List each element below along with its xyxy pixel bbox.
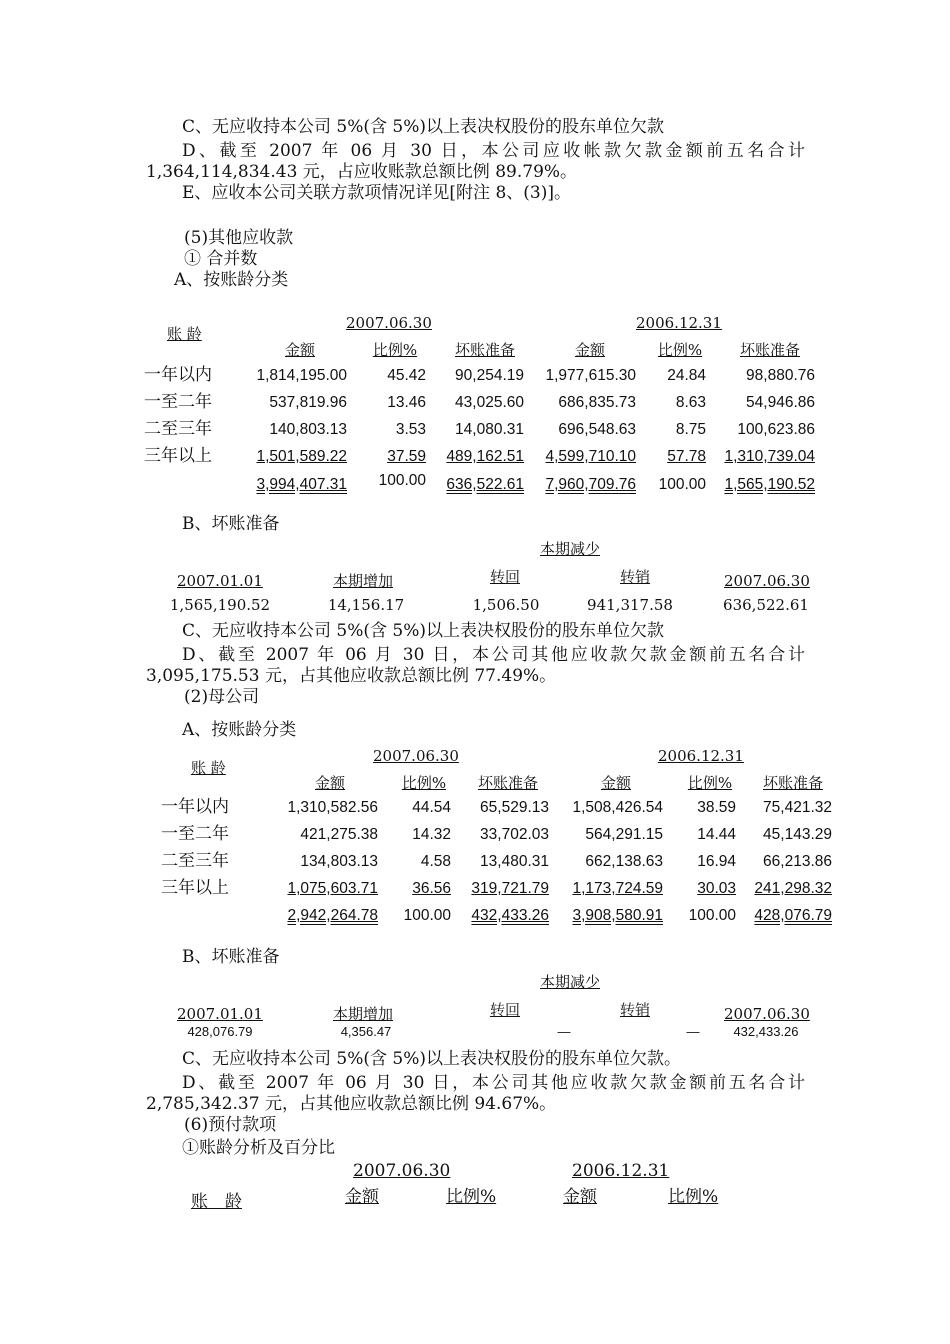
note-d-line2: 3,095,175.53 元，占其他应收款总额比例 77.49%。 [146,666,557,686]
row-label: 一年以内 [144,365,212,385]
table-cell: 537,819.96 [269,394,347,411]
aging-header: 账 龄 [191,759,226,777]
table-cell: 319,721.79 [471,880,549,897]
table-cell: 1,977,615.30 [545,367,636,384]
row-label: 一至二年 [144,392,212,412]
col-amount: 金额 [600,774,631,792]
total-cell: 100.00 [688,907,736,924]
col-bad-debt: 坏账准备 [477,774,538,792]
subsection-b-title: B、坏账准备 [182,514,280,534]
col-amount: 金额 [284,341,315,359]
table-cell: 1,508,426.54 [572,799,663,816]
col-reversal: 转回 [490,1001,521,1019]
table-cell: 100,623.86 [737,421,815,438]
table-cell: 13.46 [387,394,426,411]
table-cell: 1,506.50 [472,596,540,614]
subsection-a-title: A、按账龄分类 [174,270,289,290]
table-cell: 686,835.73 [558,394,636,411]
table-cell: 1,310,582.56 [287,799,378,816]
total-cell: 432,433.26 [471,907,549,924]
table-cell: 57.78 [667,448,706,465]
row-label: 三年以上 [144,446,212,466]
table-cell: 1,173,724.59 [572,880,663,897]
col-ratio: 比例% [657,341,703,359]
note-c: C、无应收持本公司 5%(含 5%)以上表决权股份的股东单位欠款 [182,621,665,641]
period-header-2006: 2006.12.31 [572,1161,670,1181]
table-cell: 98,880.76 [746,367,815,384]
table-cell: 16.94 [697,853,736,870]
table-cell: 696,548.63 [558,421,636,438]
table-cell: 38.59 [697,799,736,816]
table-cell: 4.58 [420,853,451,870]
table-cell: 134,803.13 [300,853,378,870]
table-cell: — [686,1024,700,1039]
col-amount: 金额 [563,1187,597,1207]
table-cell: 45,143.29 [763,826,832,843]
table-cell: 4,356.47 [340,1024,392,1039]
row-label: 三年以上 [161,878,229,898]
table-cell: 564,291.15 [585,826,663,843]
note-c: C、无应收持本公司 5%(含 5%)以上表决权股份的股东单位欠款 [182,117,665,137]
col-amount: 金额 [314,774,345,792]
section-title: (5)其他应收款 [184,228,294,248]
col-amount: 金额 [574,341,605,359]
period-header-2007: 2007.06.30 [353,1161,451,1181]
table-cell: 30.03 [697,880,736,897]
table-cell: 662,138.63 [585,853,663,870]
col-ratio: 比例% [401,774,447,792]
total-cell: 100.00 [403,907,451,924]
note-c: C、无应收持本公司 5%(含 5%)以上表决权股份的股东单位欠款。 [182,1049,682,1069]
col-ratio: 比例% [687,774,733,792]
table-cell: 14.44 [697,826,736,843]
total-cell: 636,522.61 [446,476,524,493]
table-cell: 66,213.86 [763,853,832,870]
col-opening: 2007.01.01 [177,1005,263,1023]
table-cell: 8.75 [675,421,706,438]
row-label: 一年以内 [161,797,229,817]
note-d-line2: 1,364,114,834.43 元，占应收账款总额比例 89.79%。 [146,162,578,182]
table-cell: 37.59 [387,448,426,465]
table-cell: — [557,1024,571,1039]
table-cell: 8.63 [675,394,706,411]
col-ratio: 比例% [446,1187,497,1207]
aging-header: 账 龄 [191,1192,242,1212]
total-cell: 2,942,264.78 [287,907,378,924]
row-label: 一至二年 [161,824,229,844]
col-ratio: 比例% [668,1187,719,1207]
col-writeoff: 转销 [620,568,651,586]
section-subtitle: ①账龄分析及百分比 [182,1138,335,1158]
total-cell: 428,076.79 [754,907,832,924]
col-increase: 本期增加 [333,572,394,590]
decrease-header: 本期减少 [540,973,601,991]
table-cell: 1,501,589.22 [256,448,347,465]
col-increase: 本期增加 [333,1005,394,1023]
table-cell: 636,522.61 [723,596,809,614]
aging-header: 账 龄 [167,325,202,343]
total-cell: 7,960,709.76 [545,476,636,493]
table-cell: 1,814,195.00 [256,367,347,384]
row-label: 二至三年 [161,851,229,871]
table-cell: 140,803.13 [269,421,347,438]
note-d-line1: D、截至 2007 年 06 月 30 日，本公司应收帐款欠款金额前五名合计 [182,141,805,161]
decrease-header: 本期减少 [540,540,601,558]
table-cell: 65,529.13 [480,799,549,816]
section-title: (6)预付款项 [184,1115,277,1135]
table-cell: 75,421.32 [763,799,832,816]
col-ratio: 比例% [372,341,418,359]
col-bad-debt: 坏账准备 [739,341,800,359]
table-cell: 1,310,739.04 [724,448,815,465]
period-header-2006: 2006.12.31 [636,314,722,332]
table-cell: 90,254.19 [455,367,524,384]
section-title: (2)母公司 [184,687,260,707]
period-header-2006: 2006.12.31 [658,747,744,765]
total-cell: 100.00 [378,472,426,489]
col-closing: 2007.06.30 [724,1005,810,1023]
subsection-a-title: A、按账龄分类 [182,720,297,740]
table-cell: 36.56 [412,880,451,897]
note-d-line1: D、截至 2007 年 06 月 30 日，本公司其他应收款欠款金额前五名合计 [182,645,805,665]
col-bad-debt: 坏账准备 [454,341,515,359]
section-subtitle: ① 合并数 [184,249,258,269]
total-cell: 3,908,580.91 [572,907,663,924]
col-amount: 金额 [345,1187,379,1207]
table-cell: 44.54 [412,799,451,816]
col-bad-debt: 坏账准备 [762,774,823,792]
table-cell: 14,080.31 [455,421,524,438]
table-cell: 432,433.26 [733,1024,799,1039]
col-closing: 2007.06.30 [724,572,810,590]
table-cell: 33,702.03 [480,826,549,843]
table-cell: 1,565,190.52 [169,596,271,614]
note-e: E、应收本公司关联方款项情况详见[附注 8、(3)]。 [182,183,571,203]
table-cell: 24.84 [667,367,706,384]
total-cell: 3,994,407.31 [256,476,347,493]
table-cell: 1,075,603.71 [287,880,378,897]
period-header-2007: 2007.06.30 [373,747,459,765]
total-cell: 1,565,190.52 [724,476,815,493]
subsection-b-title: B、坏账准备 [182,947,280,967]
table-cell: 14.32 [412,826,451,843]
period-header-2007: 2007.06.30 [346,314,432,332]
table-cell: 428,076.79 [187,1024,253,1039]
row-label: 二至三年 [144,419,212,439]
col-opening: 2007.01.01 [177,572,263,590]
table-cell: 421,275.38 [300,826,378,843]
table-cell: 3.53 [395,421,426,438]
table-cell: 4,599,710.10 [545,448,636,465]
col-writeoff: 转销 [620,1001,651,1019]
note-d-line2: 2,785,342.37 元，占其他应收款总额比例 94.67%。 [146,1094,557,1114]
note-d-line1: D、截至 2007 年 06 月 30 日，本公司其他应收款欠款金额前五名合计 [182,1073,805,1093]
table-cell: 13,480.31 [480,853,549,870]
col-reversal: 转回 [490,568,521,586]
table-cell: 241,298.32 [754,880,832,897]
table-cell: 45.42 [387,367,426,384]
table-cell: 54,946.86 [746,394,815,411]
table-cell: 14,156.17 [327,596,405,614]
total-cell: 100.00 [658,476,706,493]
table-cell: 941,317.58 [587,596,673,614]
table-cell: 43,025.60 [455,394,524,411]
table-cell: 489,162.51 [446,448,524,465]
